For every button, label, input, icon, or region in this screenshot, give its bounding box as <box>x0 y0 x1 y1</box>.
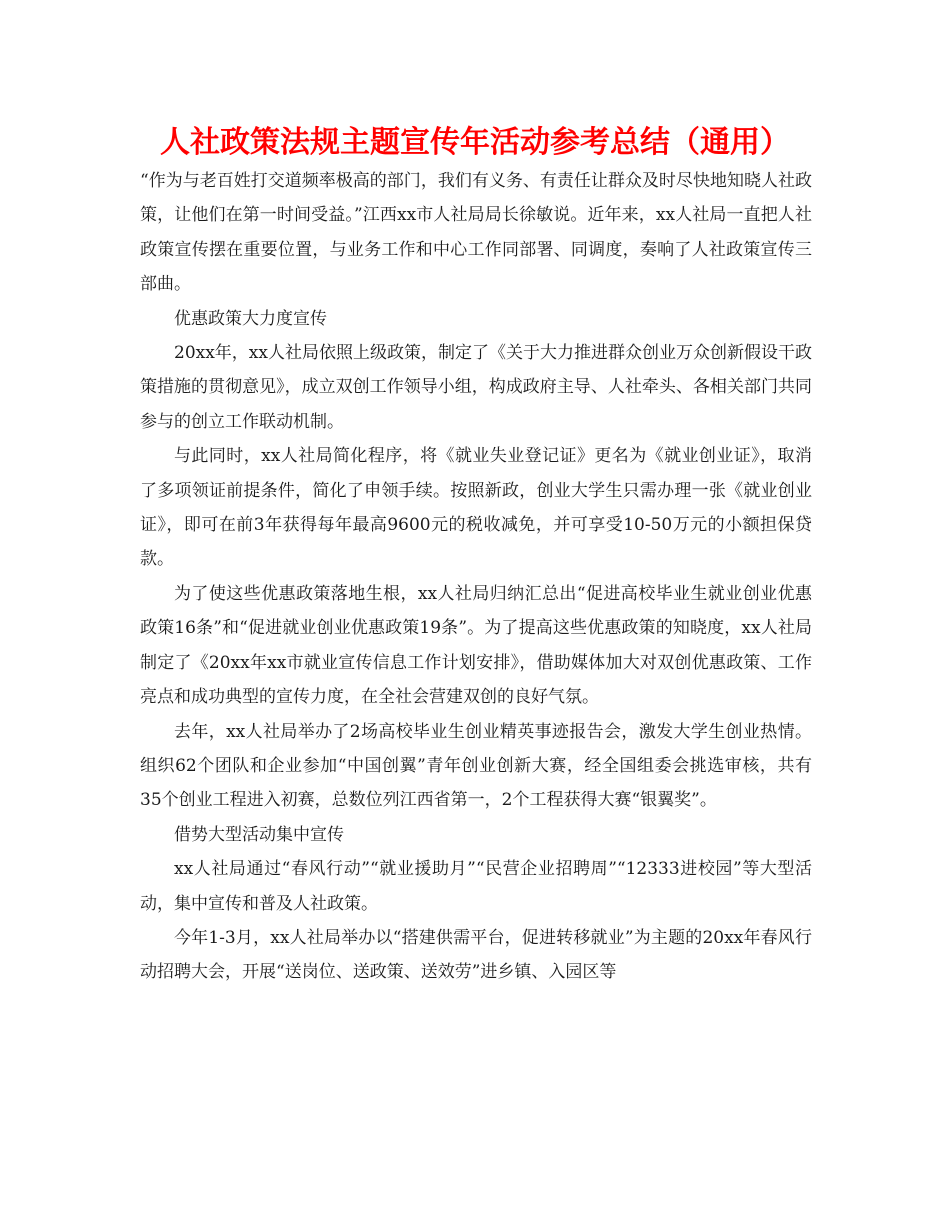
section-heading: 借势大型活动集中宣传 <box>174 824 344 845</box>
paragraph: 去年，xx人社局举办了2场高校毕业生创业精英事迹报告会，激发大学生创业热情。组织62个团队和企业参加“中国创翼”青年创业创新大赛，经全国组委会挑选审核，共有35个创业工程进入初赛，总数位列江西省第一，2个工程获得大赛“银翼奖”。 <box>140 721 812 811</box>
paragraph: 今年1-3月，xx人社局举办以“搭建供需平台，促进转移就业”为主题的20xx年春风行动招聘大会，开展“送岗位、送政策、送效劳”进乡镇、入园区等 <box>140 927 812 983</box>
paragraph: “作为与老百姓打交道频率极高的部门，我们有义务、有责任让群众及时尽快地知晓人社政策，让他们在第一时间受益。”江西xx市人社局局长徐敏说。近年来，xx人社局一直把人社政策宣传摆在重要位置，与业务工作和中心工作同部署、同调度，奏响了人社政策宣传三部曲。 <box>140 171 812 295</box>
section-heading: 优惠政策大力度宣传 <box>174 308 327 329</box>
document-body <box>140 164 812 990</box>
paragraph: 20xx年，xx人社局依照上级政策，制定了《关于大力推进群众创业万众创新假设干政策措施的贯彻意见》，成立双创工作领导小组，构成政府主导、人社牵头、各相关部门共同参与的创立工作联动机制。 <box>140 343 812 432</box>
paragraph: xx人社局通过“春风行动”“就业援助月”“民营企业招聘周”“12333进校园”等大型活动，集中宣传和普及人社政策。 <box>140 859 812 914</box>
paragraph: 为了使这些优惠政策落地生根，xx人社局归纳汇总出“促进高校毕业生就业创业优惠政策16条”和“促进就业创业优惠政策19条”。为了提高这些优惠政策的知晓度，xx人社局制定了《20xx年xx市就业宣传信息工作计划安排》，借助媒体加大对双创优惠政策、工作亮点和成功典型的宣传力度，在全社会营建双创的良好气氛。 <box>140 583 812 708</box>
document-title: 人社政策法规主题宣传年活动参考总结（通用） <box>160 125 790 160</box>
paragraph: 与此同时，xx人社局简化程序，将《就业失业登记证》更名为《就业创业证》，取消了多项领证前提条件，简化了申领手续。按照新政，创业大学生只需办理一张《就业创业证》，即可在前3年获得每年最高9600元的税收减免，并可享受10-50万元的小额担保贷款。 <box>140 446 812 570</box>
